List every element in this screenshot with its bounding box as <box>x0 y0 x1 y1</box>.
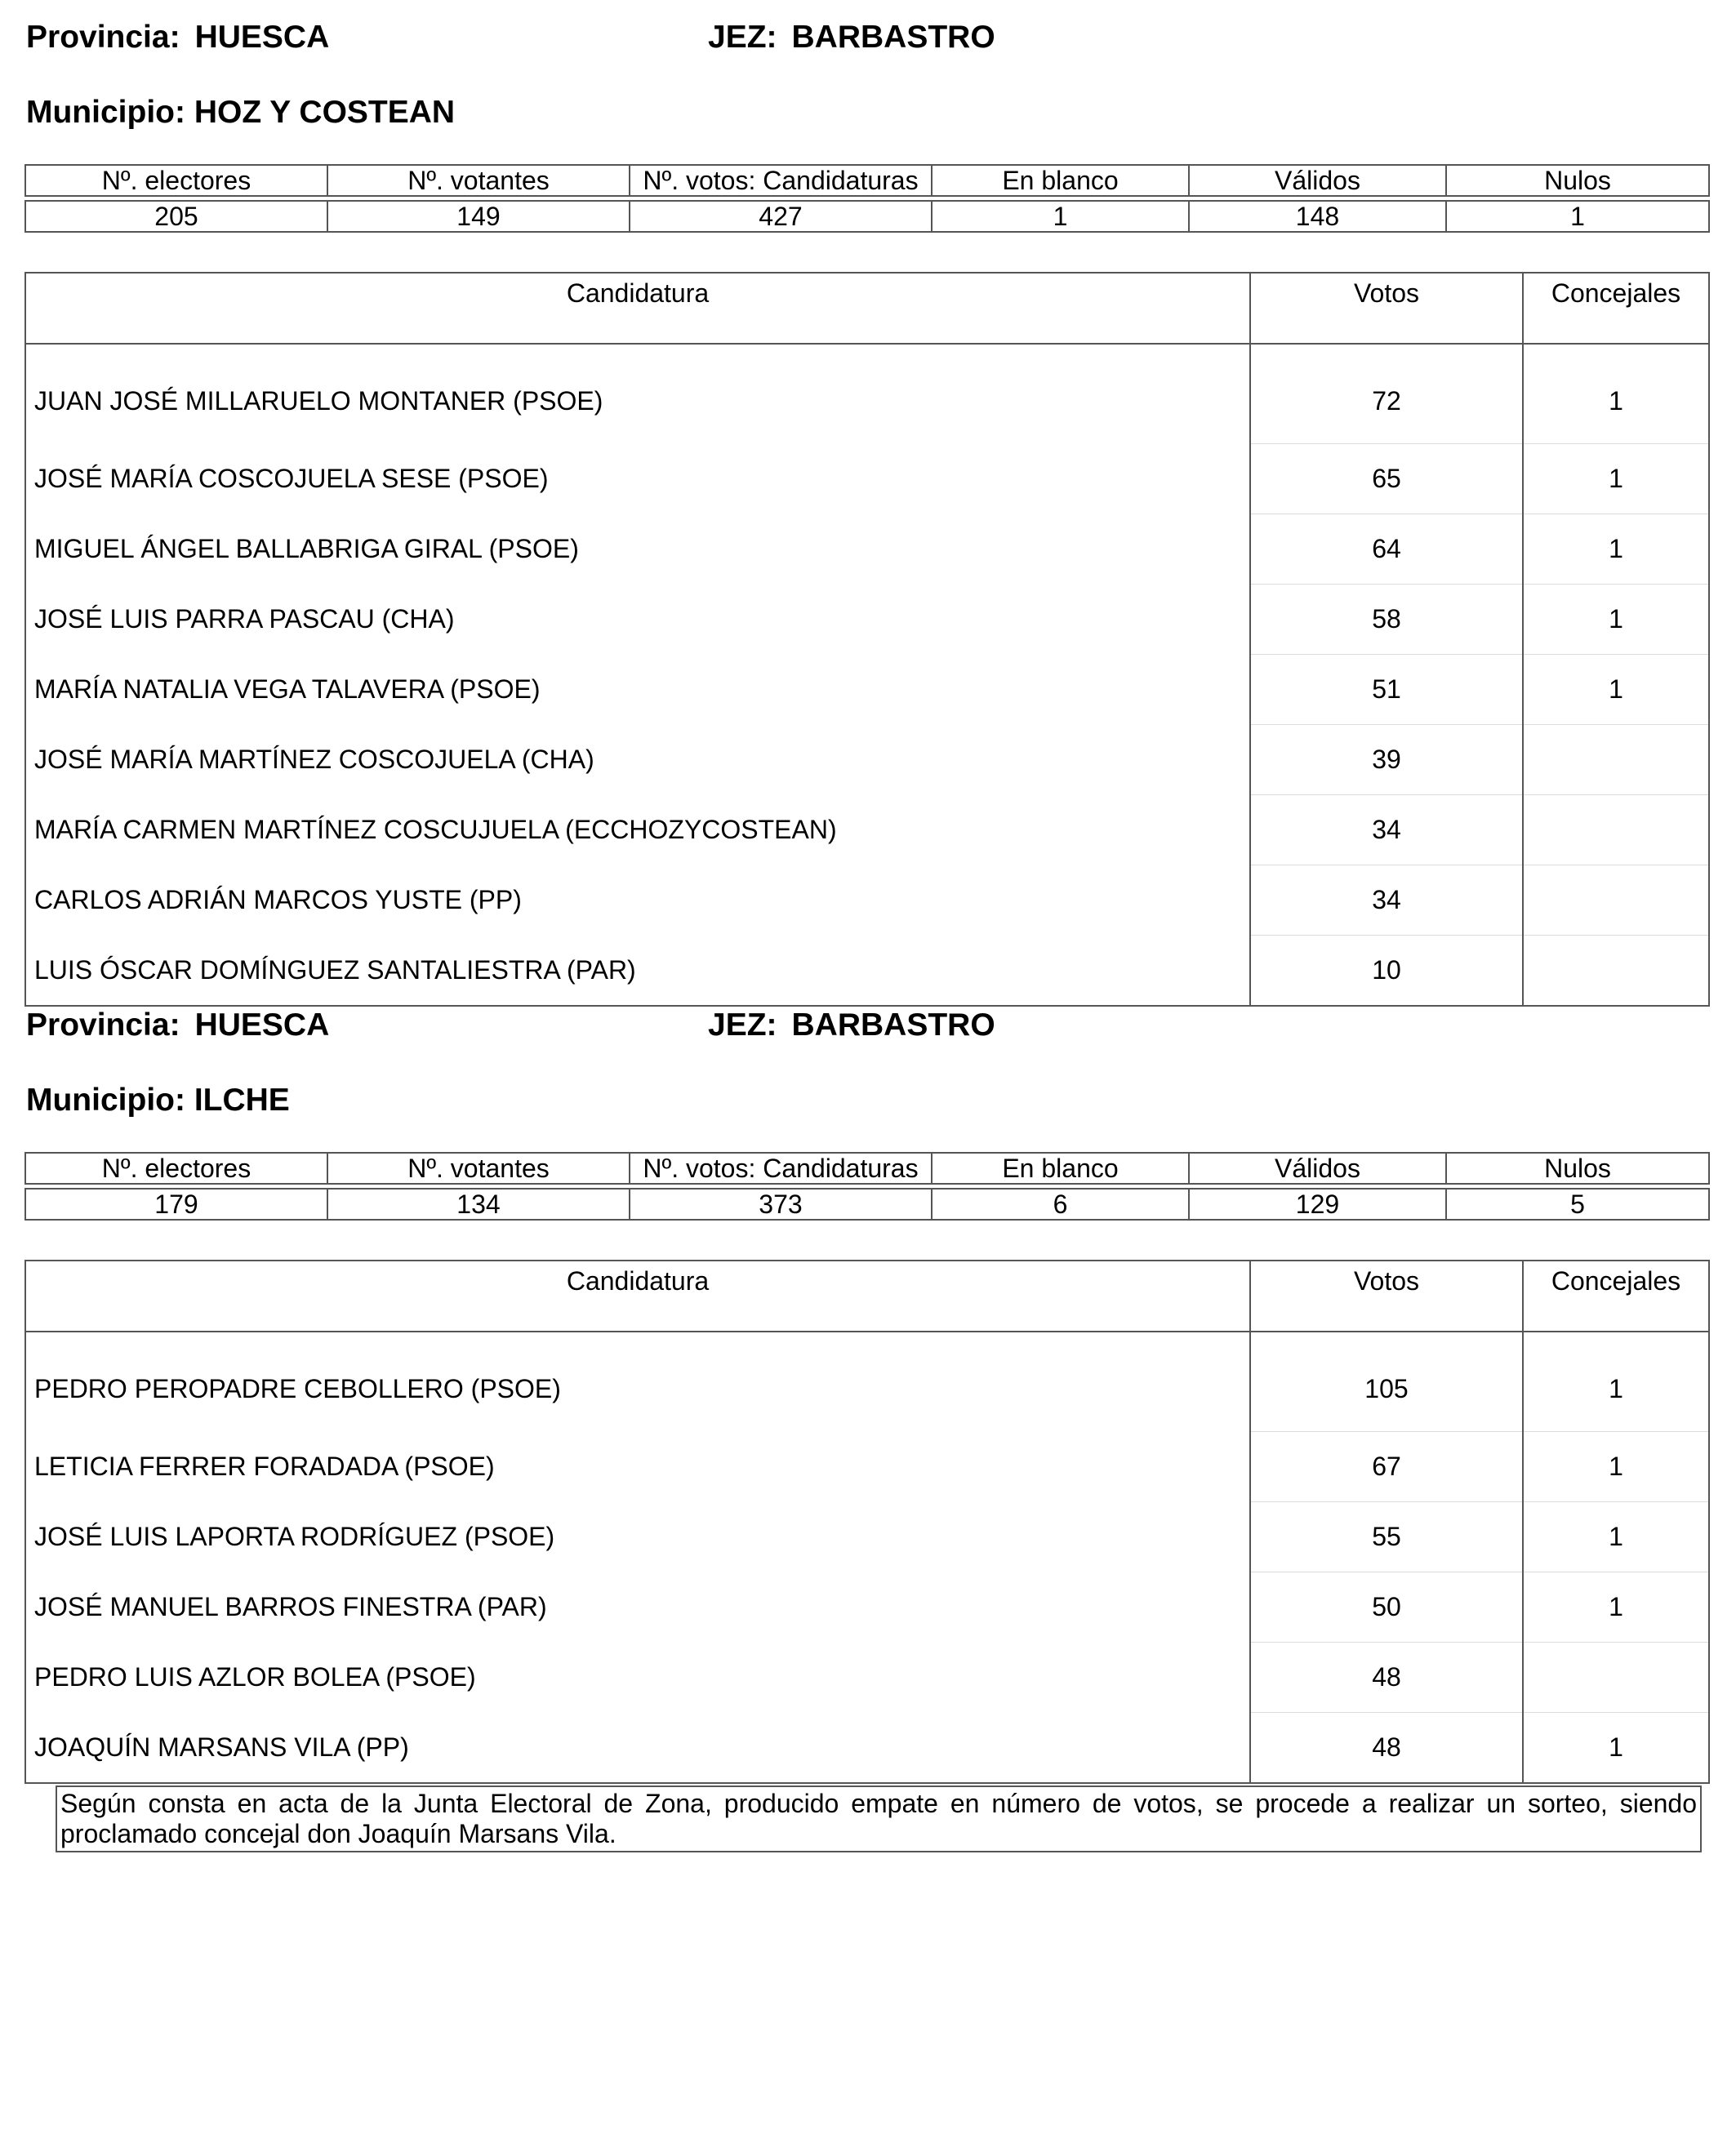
candidate-concejales: 1 <box>1523 1432 1709 1502</box>
provincia <box>26 20 329 56</box>
candidate-votes: 72 <box>1250 344 1523 444</box>
table-row <box>25 936 1709 1007</box>
candidate-name: MARÍA NATALIA VEGA TALAVERA (PSOE) <box>25 655 1250 725</box>
candidate-votes: 50 <box>1250 1572 1523 1643</box>
candidate-concejales: 1 <box>1523 585 1709 655</box>
summary-table <box>24 1152 1710 1221</box>
candidate-name: MIGUEL ÁNGEL BALLABRIGA GIRAL (PSOE) <box>25 514 1250 585</box>
jez-value: BARBASTRO <box>791 20 995 55</box>
summary-value: 5 <box>1446 1189 1709 1220</box>
summary-header: En blanco <box>932 1153 1189 1184</box>
candidate-votes: 34 <box>1250 865 1523 936</box>
candidate-votes: 67 <box>1250 1432 1523 1502</box>
candidate-name: JOSÉ LUIS LAPORTA RODRÍGUEZ (PSOE) <box>25 1502 1250 1572</box>
summary-header: Válidos <box>1189 165 1446 196</box>
column-header-concejales: Concejales <box>1523 1261 1709 1332</box>
candidate-name: JOAQUÍN MARSANS VILA (PP) <box>25 1713 1250 1784</box>
municipio-value: HOZ Y COSTEAN <box>194 95 456 130</box>
column-header-concejales: Concejales <box>1523 273 1709 344</box>
jez <box>708 20 995 56</box>
summary-header-row <box>25 165 1709 196</box>
candidate-concejales <box>1523 936 1709 1007</box>
candidate-concejales: 1 <box>1609 386 1623 416</box>
municipio-label: Municipio: <box>26 95 185 130</box>
candidate-name: PEDRO LUIS AZLOR BOLEA (PSOE) <box>25 1643 1250 1713</box>
summary-header: Nulos <box>1446 1153 1709 1184</box>
summary-header: Nº. electores <box>25 165 327 196</box>
summary-value: 373 <box>630 1189 932 1220</box>
table-row <box>25 344 1709 444</box>
candidate-votes: 34 <box>1250 795 1523 865</box>
table-row <box>25 795 1709 865</box>
summary-header: Nº. votantes <box>327 165 630 196</box>
candidate-concejales: 1 <box>1523 1502 1709 1572</box>
summary-value: 427 <box>630 201 932 232</box>
candidate-votes: 105 <box>1250 1332 1523 1432</box>
table-row <box>25 514 1709 585</box>
provincia-value: HUESCA <box>194 20 330 55</box>
candidate-name: LETICIA FERRER FORADADA (PSOE) <box>25 1432 1250 1502</box>
candidate-concejales <box>1523 795 1709 865</box>
candidates-header-row <box>25 273 1709 344</box>
provincia-value: HUESCA <box>194 1007 330 1043</box>
summary-value: 129 <box>1189 1189 1446 1220</box>
summary-value: 1 <box>1446 201 1709 232</box>
column-header-votos: Votos <box>1250 1261 1523 1332</box>
candidate-votes: 64 <box>1250 514 1523 585</box>
candidate-votes: 55 <box>1250 1502 1523 1572</box>
table-row <box>25 1432 1709 1502</box>
candidate-concejales <box>1523 865 1709 936</box>
candidate-name: PEDRO PEROPADRE CEBOLLERO (PSOE) <box>25 1332 1250 1432</box>
candidate-votes: 48 <box>1250 1713 1523 1784</box>
candidate-concejales <box>1523 725 1709 795</box>
summary-value: 149 <box>327 201 630 232</box>
header-line <box>24 1004 1708 1047</box>
candidate-name: JUAN JOSÉ MILLARUELO MONTANER (PSOE) <box>25 344 1250 444</box>
municipio-value: ILCHE <box>194 1083 290 1118</box>
candidate-votes: 58 <box>1250 585 1523 655</box>
candidate-name: MARÍA CARMEN MARTÍNEZ COSCUJUELA (ECCHOZYCOSTEAN) <box>25 795 1250 865</box>
summary-value: 205 <box>25 201 327 232</box>
candidate-name: LUIS ÓSCAR DOMÍNGUEZ SANTALIESTRA (PAR) <box>25 936 1250 1007</box>
summary-header: Nº. votantes <box>327 1153 630 1184</box>
column-header-candidatura: Candidatura <box>25 1261 1250 1332</box>
summary-value: 6 <box>932 1189 1189 1220</box>
tie-note: Según consta en acta de la Junta Electoral de Zona, producido empate en número de votos, se procede a realizar un sorteo, siendo proclamado concejal don Joaquín Marsans Vila. <box>56 1785 1702 1852</box>
candidate-concejales: 1 <box>1523 1713 1709 1784</box>
candidate-name: JOSÉ LUIS PARRA PASCAU (CHA) <box>25 585 1250 655</box>
municipality-section-2 <box>24 1004 1708 1762</box>
table-row <box>25 1713 1709 1784</box>
table-row <box>25 865 1709 936</box>
candidate-concejales: 1 <box>1609 1374 1623 1403</box>
candidate-name: JOSÉ MANUEL BARROS FINESTRA (PAR) <box>25 1572 1250 1643</box>
summary-header: En blanco <box>932 165 1189 196</box>
summary-header: Nº. votos: Candidaturas <box>630 1153 932 1184</box>
jez <box>708 1007 995 1043</box>
municipio <box>26 95 455 131</box>
summary-value: 134 <box>327 1189 630 1220</box>
table-row <box>25 1572 1709 1643</box>
summary-value-row <box>25 201 1709 232</box>
table-row <box>25 444 1709 514</box>
candidate-votes: 65 <box>1250 444 1523 514</box>
jez-value: BARBASTRO <box>791 1007 995 1043</box>
provincia-label: Provincia: <box>26 1007 180 1043</box>
candidate-concejales <box>1523 1643 1709 1713</box>
table-row <box>25 585 1709 655</box>
provincia <box>26 1007 329 1043</box>
summary-value: 148 <box>1189 201 1446 232</box>
candidate-concejales: 1 <box>1523 444 1709 514</box>
candidates-table <box>24 1260 1710 1784</box>
table-row <box>25 655 1709 725</box>
candidates-table <box>24 272 1710 1007</box>
jez-label: JEZ: <box>708 20 777 55</box>
table-row <box>25 1332 1709 1432</box>
candidates-header-row <box>25 1261 1709 1332</box>
table-row <box>25 1502 1709 1572</box>
municipality-section-1 <box>24 16 1708 985</box>
municipio-label: Municipio: <box>26 1083 185 1118</box>
candidate-votes: 48 <box>1250 1643 1523 1713</box>
summary-table <box>24 164 1710 233</box>
candidate-concejales: 1 <box>1523 514 1709 585</box>
candidate-votes: 51 <box>1250 655 1523 725</box>
jez-label: JEZ: <box>708 1007 777 1043</box>
summary-header: Válidos <box>1189 1153 1446 1184</box>
provincia-label: Provincia: <box>26 20 180 55</box>
table-row <box>25 1643 1709 1713</box>
candidate-votes: 10 <box>1250 936 1523 1007</box>
column-header-votos: Votos <box>1250 273 1523 344</box>
column-header-candidatura: Candidatura <box>25 273 1250 344</box>
candidate-name: CARLOS ADRIÁN MARCOS YUSTE (PP) <box>25 865 1250 936</box>
summary-value: 179 <box>25 1189 327 1220</box>
candidate-votes: 39 <box>1250 725 1523 795</box>
summary-header: Nº. electores <box>25 1153 327 1184</box>
municipio <box>26 1083 290 1118</box>
summary-header: Nº. votos: Candidaturas <box>630 165 932 196</box>
header-line <box>24 16 1708 59</box>
candidate-concejales: 1 <box>1523 655 1709 725</box>
table-row <box>25 725 1709 795</box>
summary-header-row <box>25 1153 1709 1184</box>
candidate-concejales: 1 <box>1523 1572 1709 1643</box>
candidate-name: JOSÉ MARÍA COSCOJUELA SESE (PSOE) <box>25 444 1250 514</box>
summary-value: 1 <box>932 201 1189 232</box>
candidate-name: JOSÉ MARÍA MARTÍNEZ COSCOJUELA (CHA) <box>25 725 1250 795</box>
summary-value-row <box>25 1189 1709 1220</box>
summary-header: Nulos <box>1446 165 1709 196</box>
